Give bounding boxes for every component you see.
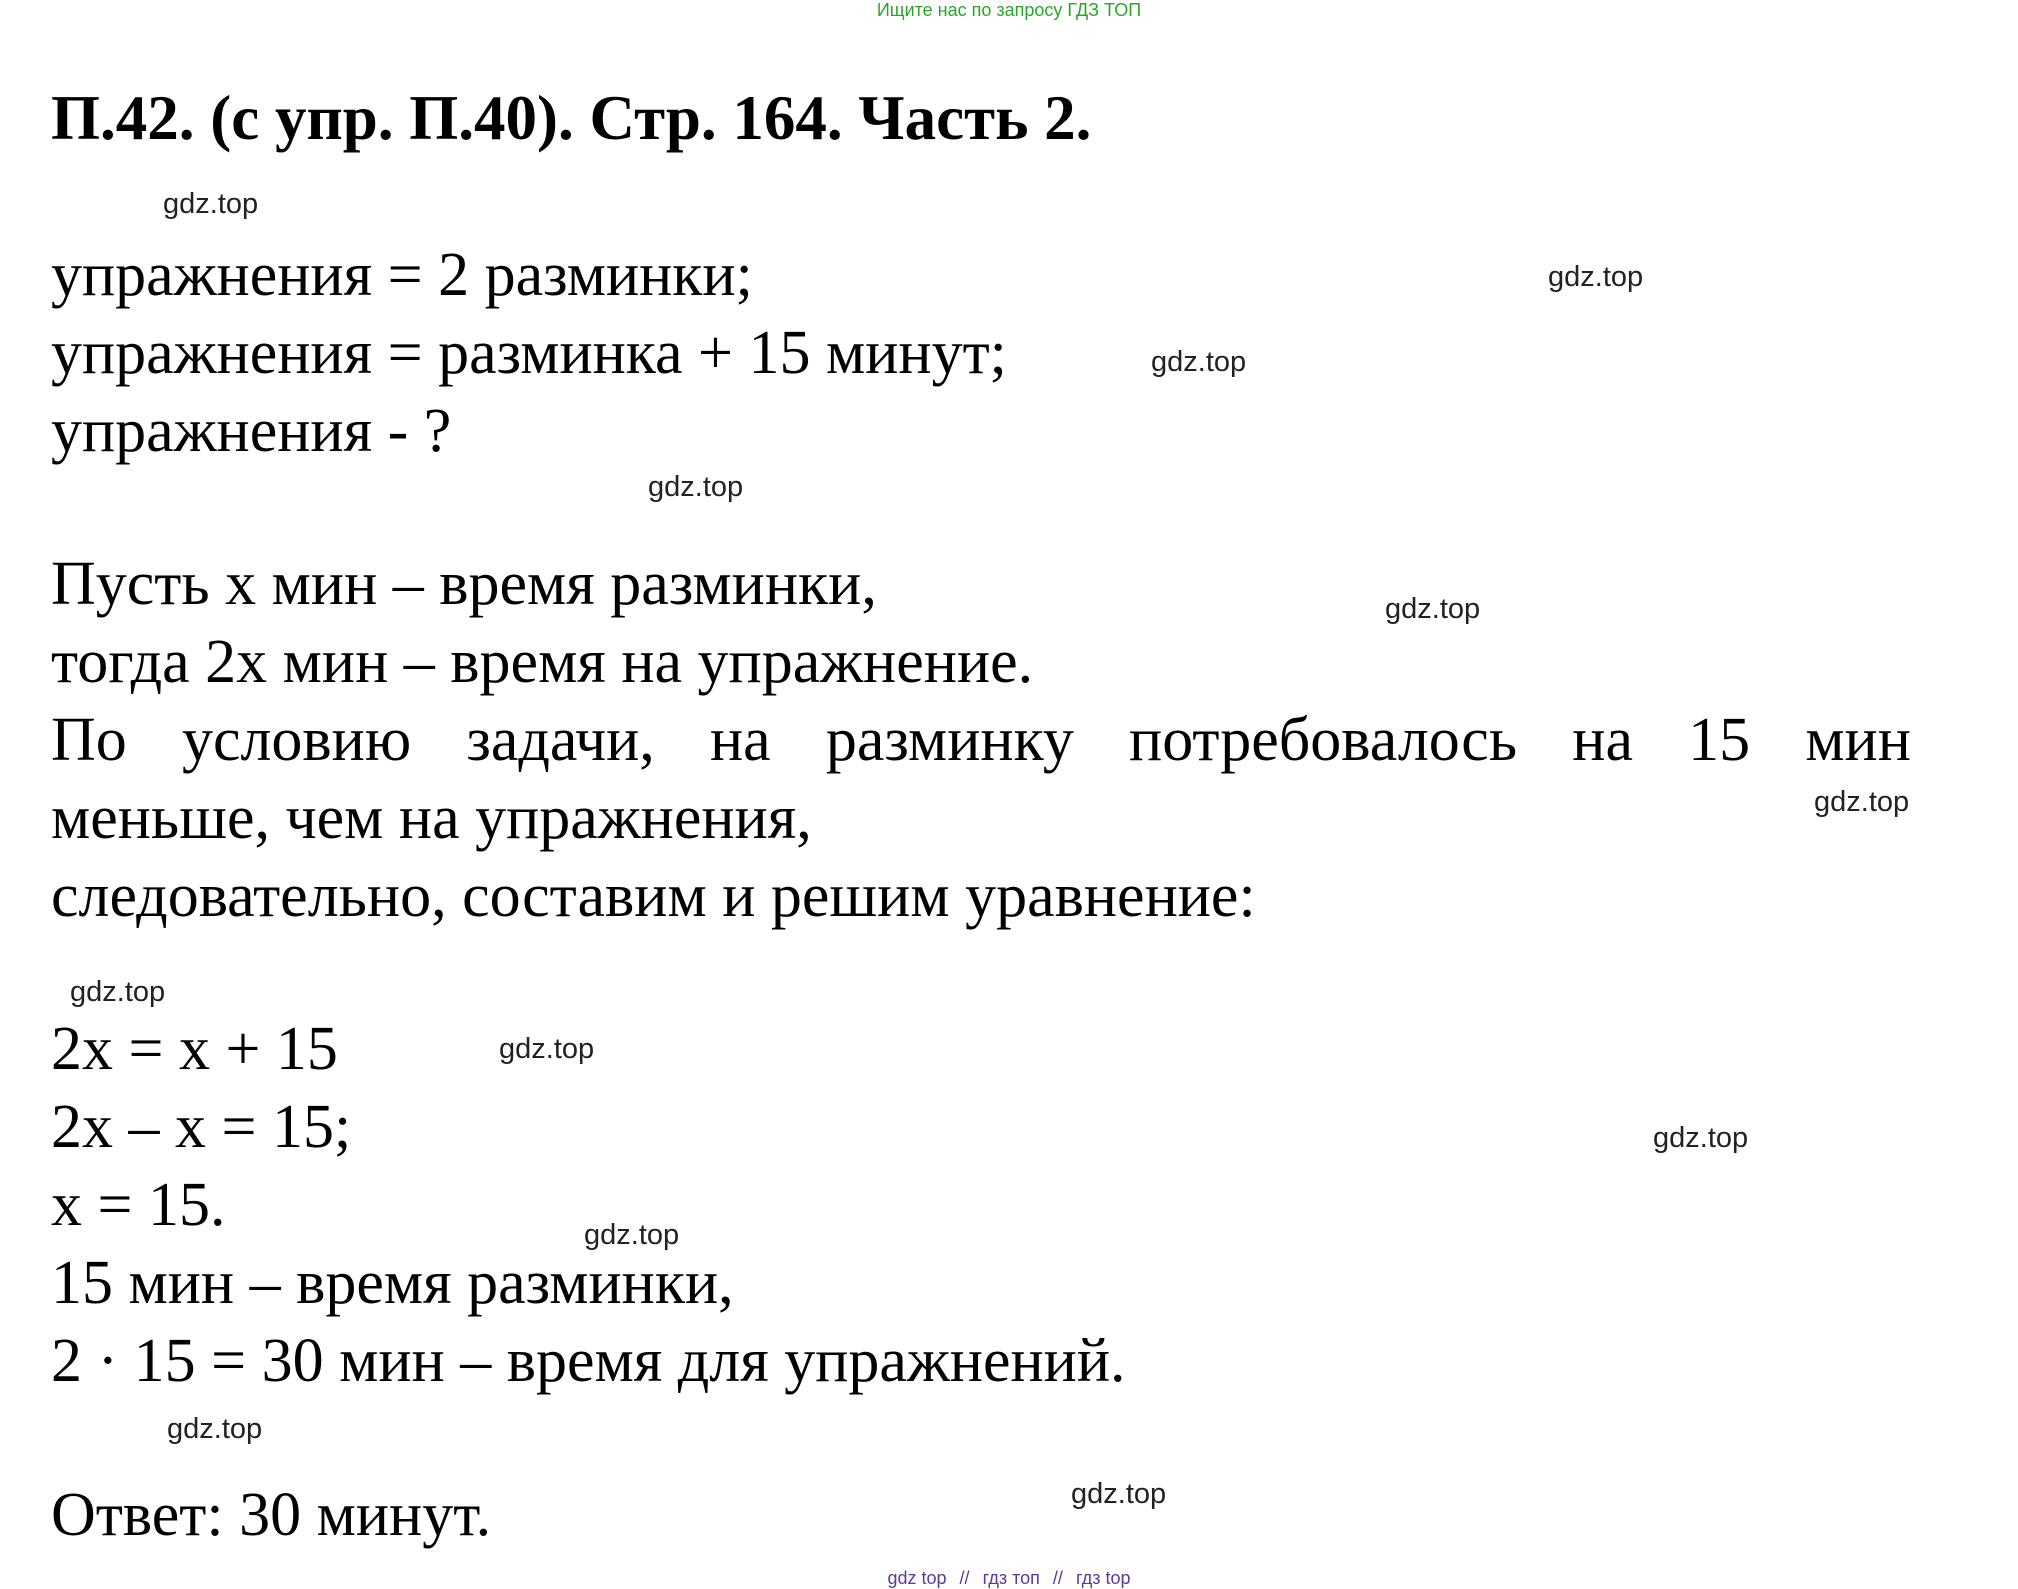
equation-line-3: х = 15. bbox=[51, 1171, 226, 1239]
footer-link[interactable]: gdz top bbox=[887, 1568, 947, 1588]
reasoning-line-4: меньше, чем на упражнения, bbox=[51, 784, 812, 852]
answer: Ответ: 30 минут. bbox=[51, 1481, 492, 1549]
equation-line-2: 2х – х = 15; bbox=[51, 1093, 352, 1161]
watermark: gdz.top bbox=[1385, 593, 1481, 625]
watermark: gdz.top bbox=[1653, 1122, 1749, 1154]
word: 15 bbox=[1688, 706, 1751, 774]
word: условию bbox=[181, 706, 412, 774]
word: разминку bbox=[825, 706, 1074, 774]
word: мин bbox=[1805, 706, 1911, 774]
word: задачи, bbox=[466, 706, 655, 774]
given-line-1: упражнения = 2 разминки; bbox=[51, 241, 753, 309]
reasoning-line-2: тогда 2х мин – время на упражнение. bbox=[51, 628, 1034, 696]
watermark: gdz.top bbox=[167, 1413, 263, 1445]
footer-separator: // bbox=[959, 1568, 970, 1588]
watermark: gdz.top bbox=[499, 1033, 595, 1065]
footer-separator: // bbox=[1052, 1568, 1063, 1588]
word: на bbox=[1572, 706, 1633, 774]
watermark: gdz.top bbox=[1151, 346, 1247, 378]
watermark: gdz.top bbox=[1071, 1478, 1167, 1510]
watermark: gdz.top bbox=[584, 1219, 680, 1251]
given-line-2: упражнения = разминка + 15 минут; bbox=[51, 319, 1007, 387]
reasoning-line-5: следовательно, составим и решим уравнение: bbox=[51, 862, 1256, 930]
top-search-link[interactable]: Ищите нас по запросу ГДЗ ТОП bbox=[876, 0, 1142, 20]
word: потребовалось bbox=[1129, 706, 1518, 774]
watermark: gdz.top bbox=[163, 188, 259, 220]
result-line-1: 15 мин – время разминки, bbox=[51, 1249, 734, 1317]
watermark: gdz.top bbox=[1814, 786, 1910, 818]
watermark: gdz.top bbox=[648, 471, 744, 503]
word: По bbox=[51, 706, 127, 774]
watermark: gdz.top bbox=[70, 976, 166, 1008]
equation-line-1: 2х = х + 15 bbox=[51, 1015, 338, 1083]
word: на bbox=[709, 706, 771, 774]
footer-link[interactable]: гдз топ bbox=[982, 1568, 1040, 1588]
reasoning-line-1: Пусть х мин – время разминки, bbox=[51, 550, 877, 618]
result-line-2: 2 · 15 = 30 мин – время для упражнений. bbox=[51, 1327, 1126, 1395]
reasoning-line-3 bbox=[51, 706, 1911, 774]
given-line-3: упражнения - ? bbox=[51, 397, 452, 465]
watermark: gdz.top bbox=[1548, 261, 1644, 293]
page-title: П.42. (с упр. П.40). Стр. 164. Часть 2. bbox=[51, 83, 1092, 153]
footer-link[interactable]: гдз top bbox=[1075, 1568, 1131, 1588]
